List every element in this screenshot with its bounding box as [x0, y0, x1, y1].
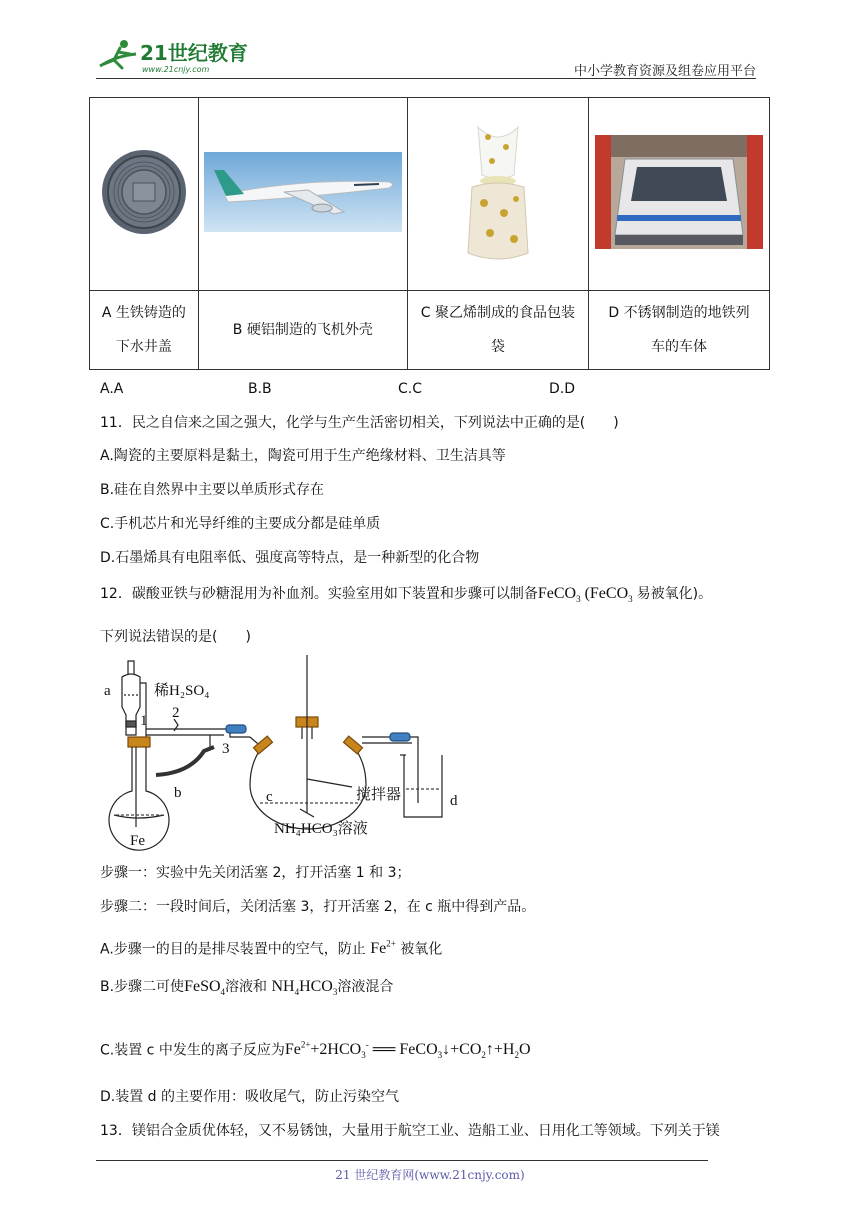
site-logo: [96, 36, 256, 78]
q11-option-c[interactable]: C.手机芯片和光导纤维的主要成分都是硅单质: [100, 516, 381, 532]
food-package-bag-image: [458, 117, 538, 267]
q12-apparatus-diagram: [100, 655, 472, 855]
label-b: b: [174, 785, 182, 801]
q10-option-d[interactable]: D.D: [549, 381, 576, 397]
footer-site-text: 21 世纪教育网(www.21cnjy.com): [335, 1168, 525, 1182]
q11-option-a[interactable]: A.陶瓷的主要原料是黏土，陶瓷可用于生产绝缘材料、卫生洁具等: [100, 448, 506, 464]
q11-option-d[interactable]: D.石墨烯具有电阻率低、强度高等特点，是一种新型的化合物: [100, 550, 480, 566]
svg-text:21世纪教育: 21世纪教育: [140, 41, 248, 65]
q12-option-c[interactable]: C.装置 c 中发生的离子反应为$Fe^{2+}+2HCO_3^-$ ══ $FeCO_3↓+CO_2↑+H_2O$: [100, 1040, 531, 1061]
q12-step-2: 步骤二：一段时间后，关闭活塞 3，打开活塞 2，在 c 瓶中得到产品。: [100, 899, 536, 915]
label-valve-3: 3: [222, 741, 230, 757]
footer-divider: [96, 1160, 708, 1161]
caption-b: B 硬铝制造的飞机外壳: [198, 291, 407, 370]
label-a: a: [104, 683, 111, 699]
q11-stem: 11．民之自信来之国之强大，化学与生产生活密切相关，下列说法中正确的是( ): [100, 415, 619, 431]
cell-subway-train-image: [589, 98, 770, 291]
label-stirrer: 搅拌器: [356, 787, 402, 803]
label-c: c: [266, 789, 273, 805]
q12-option-d[interactable]: D.装置 d 的主要作用：吸收尾气，防止污染空气: [100, 1089, 400, 1105]
label-d: d: [450, 793, 458, 809]
q12-stem-line2: 下列说法错误的是( ): [100, 629, 251, 645]
q12-step-1: 步骤一：实验中先关闭活塞 2，打开活塞 1 和 3；: [100, 865, 411, 881]
cell-airplane-image: [198, 98, 407, 291]
header-divider: [96, 78, 756, 79]
q10-option-b[interactable]: B.B: [248, 381, 272, 397]
q12-option-b[interactable]: B.步骤二可使FeSO$_4$溶液和 $NH_4HCO_3$溶液混合: [100, 978, 394, 998]
caption-c: C 聚乙烯制成的食品包装 袋: [407, 291, 588, 370]
cell-food-bag-image: [407, 98, 588, 291]
q11-option-b[interactable]: B.硅在自然界中主要以单质形式存在: [100, 482, 325, 498]
label-valve-1: 1: [140, 713, 148, 729]
subway-train-image: [595, 135, 763, 249]
caption-d: D 不锈钢制造的地铁列 车的车体: [589, 291, 770, 370]
q12-stem-line1: 12．碳酸亚铁与砂糖混用为补血剂。实验室用如下装置和步骤可以制备FeCO$_3$ (FeCO$_3$ 易被氧化)。: [100, 585, 713, 605]
label-fe: Fe: [130, 833, 145, 849]
cell-manhole-image: [90, 98, 199, 291]
q12-option-a[interactable]: A.步骤一的目的是排尽装置中的空气，防止 $Fe^{2+}$ 被氧化: [100, 939, 443, 958]
header-platform-text: 中小学教育资源及组卷应用平台: [573, 64, 756, 79]
q10-option-a[interactable]: A.A: [100, 381, 124, 397]
caption-a: A 生铁铸造的 下水井盖: [90, 291, 199, 370]
airplane-image: [204, 152, 402, 232]
q13-stem: 13．镁铝合金质优体轻，又不易锈蚀，大量用于航空工业、造船工业、日用化工等领域。下列关于镁: [100, 1123, 720, 1139]
q10-options-table: [89, 97, 770, 370]
manhole-cover-image: [99, 147, 189, 237]
q10-option-c[interactable]: C.C: [398, 381, 423, 397]
label-valve-2: 2: [172, 705, 180, 721]
label-dilute-acid: 稀H₂SO₄: [154, 683, 210, 699]
label-nh4hco3-solution: NH₄HCO₃溶液: [274, 821, 368, 837]
svg-text:www.21cnjy.com: www.21cnjy.com: [142, 65, 210, 74]
